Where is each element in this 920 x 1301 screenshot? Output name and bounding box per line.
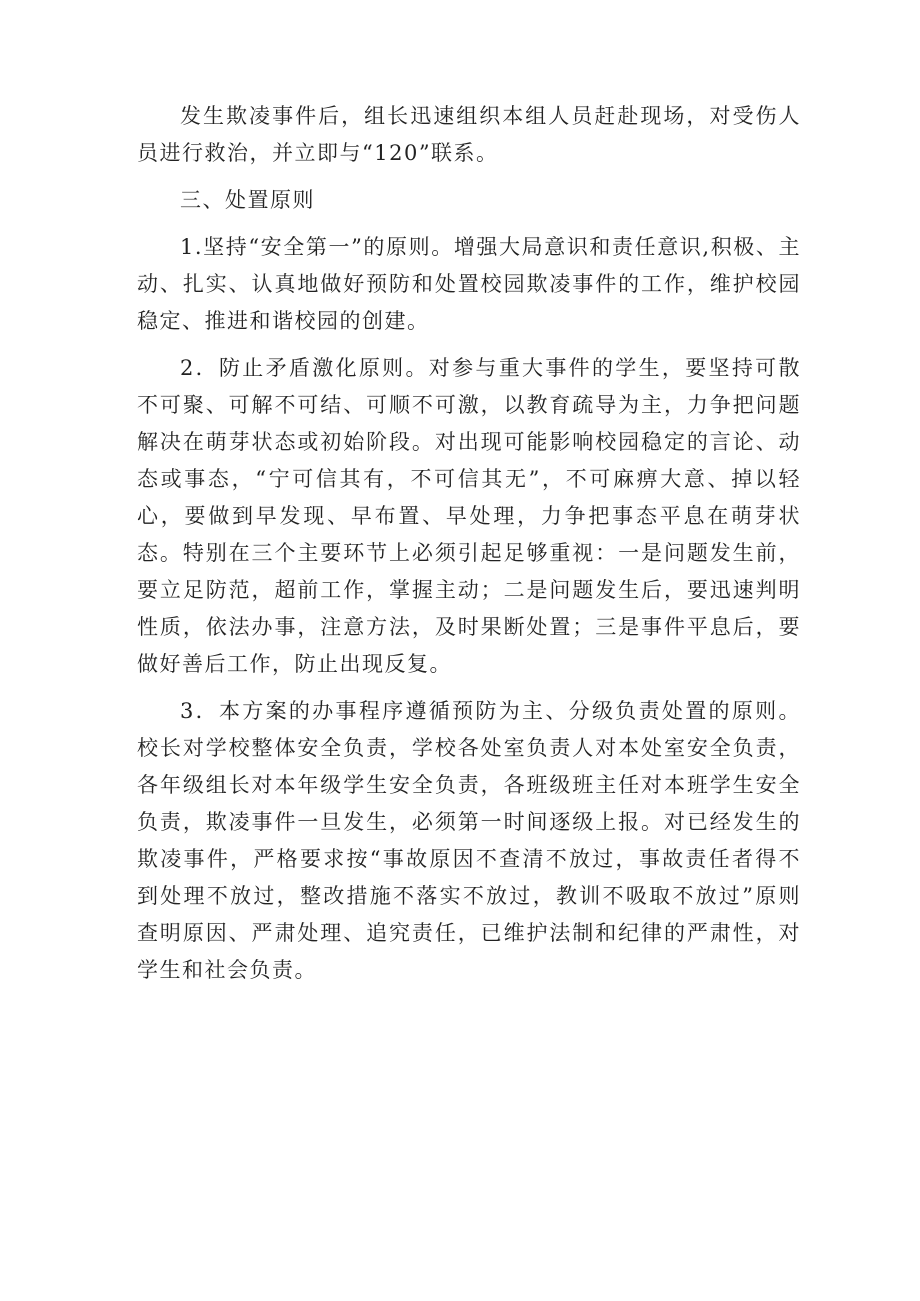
- paragraph-emergency-response: 发生欺凌事件后，组长迅速组织本组人员赶赴现场，对受伤人员进行救治，并立即与“120”联系。: [137, 104, 801, 165]
- paragraph-principle-1: 1.坚持“安全第一”的原则。增强大局意识和责任意识,积极、主动、扎实、认真地做好预防和处置校园欺凌事件的工作，维护校园稳定、推进和谐校园的创建。: [137, 235, 801, 333]
- section-heading-principles: 三、处置原则: [180, 188, 315, 212]
- paragraph-principle-3: 3．本方案的办事程序遵循预防为主、分级负责处置的原则。校长对学校整体安全负责，学校各处室负责人对本处室安全负责，各年级组长对本年级学生安全负责，各班级班主任对本班学生安全负责，欺凌事件一旦发生，必须第一时间逐级上报。对已经发生的欺凌事件，严格要求按“事故原因不查清不放过，事故责任者得不到处理不放过，整改措施不落实不放过，教训不吸取不放过”原则查明原因、严肃处理、追究责任，已维护法制和纪律的严肃性，对学生和社会负责。: [137, 699, 801, 982]
- document-body: [137, 98, 801, 999]
- paragraph-principle-2: 2．防止矛盾激化原则。对参与重大事件的学生，要坚持可散不可聚、可解不可结、可顺不可激，以教育疏导为主，力争把问题解决在萌芽状态或初始阶段。对出现可能影响校园稳定的言论、动态或事态，“宁可信其有，不可信其无”，不可麻痹大意、掉以轻心，要做到早发现、早布置、早处理，力争把事态平息在萌芽状态。特别在三个主要环节上必须引起足够重视：一是问题发生前，要立足防范，超前工作，掌握主动；二是问题发生后，要迅速判明性质，依法办事，注意方法，及时果断处置；三是事件平息后，要做好善后工作，防止出现反复。: [137, 356, 801, 676]
